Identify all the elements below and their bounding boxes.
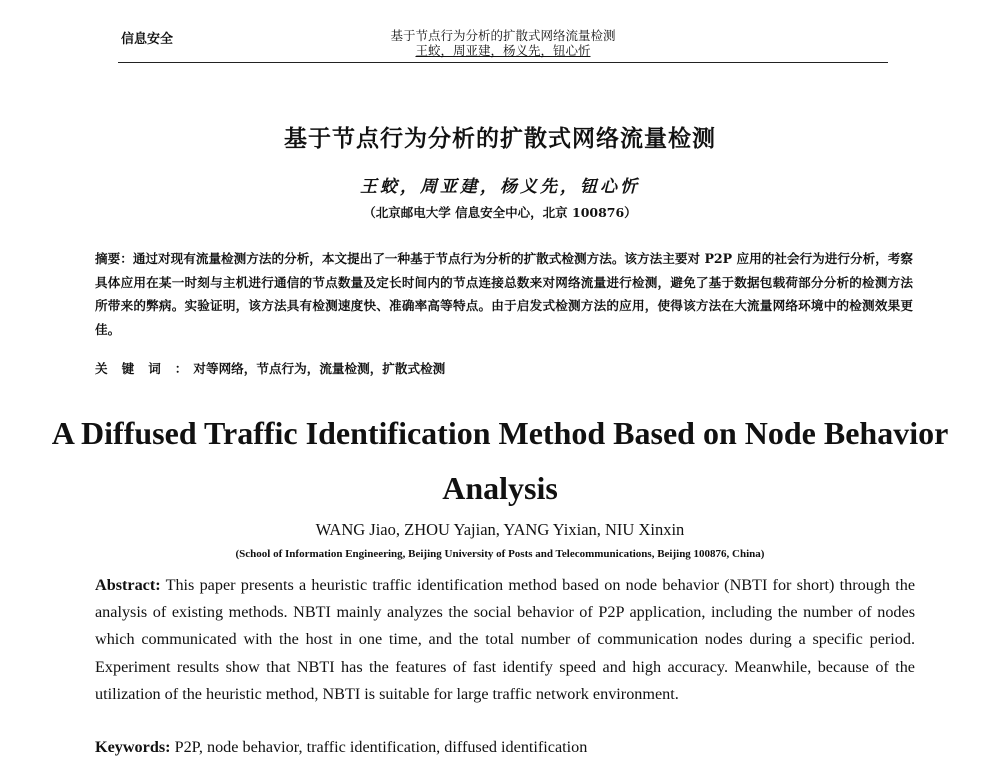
authors-cn: 王蛟，周亚建，杨义先，钮心忻 (360, 177, 640, 197)
keywords-cn (95, 358, 913, 377)
keywords-en (95, 738, 915, 757)
abstract-cn (95, 247, 913, 341)
header-running-title-block (118, 28, 888, 58)
keywords-en-text: P2P, node behavior, traffic identification, diffused identification (170, 738, 588, 756)
header-running-title: 基于节点行为分析的扩散式网络流量检测 (390, 28, 616, 43)
keywords-en-label: Keywords: (95, 738, 171, 756)
abstract-cn-text: 通过对现有流量检测方法的分析，本文提出了一种基于节点行为分析的扩散式检测方法。该方法主要对 P2P 应用的社会行为进行分析，考察具体应用在某一时刻与主机进行通信的节点数量及定长时间内的节点连接总数来对网络流量进行检测，避免了基于数据包载荷部分分析的检测方法所带来的弊病。实验证明，该方法具有检测速度快、准确率高等特点。由于启发式检测方法的应用，使得该方法在大流量网络环境中的检测效果更佳。 (95, 251, 914, 337)
keywords-cn-text: 对等网络，节点行为，流量检测，扩散式检测 (193, 361, 446, 376)
abstract-en (95, 572, 915, 708)
keywords-cn-label: 关键词： (95, 361, 202, 376)
abstract-en-text: This paper presents a heuristic traffic identification method based on node behavior (NBTI for short) through the analysis of existing methods. NBTI mainly analyzes the social behavior of P2P application, including the number of nodes which communicated with the host in one time, and the total number of communication nodes during a specific period. Experiment results show that NBTI has the features of fast identify speed and high accuracy. Meanwhile, because of the utilization of the heuristic method, NBTI is suitable for large traffic network environment. (95, 576, 915, 703)
paper-title-cn: 基于节点行为分析的扩散式网络流量检测 (284, 126, 716, 152)
authors-en: WANG Jiao, ZHOU Yajian, YANG Yixian, NIU Xinxin (315, 520, 685, 539)
running-header (118, 28, 888, 63)
affiliation-en: (School of Information Engineering, Beijing University of Posts and Telecommunications, Beijing 100876, China) (235, 548, 765, 560)
paper-title-en: A Diffused Traffic Identification Method Based on Node Behavior Analysis (51, 415, 949, 506)
header-running-authors: 王蛟，周亚建，杨义先，钮心忻 (415, 43, 591, 58)
abstract-en-label: Abstract: (95, 576, 161, 594)
abstract-cn-label: 摘要： (95, 251, 133, 266)
header-section: 信息安全 (121, 32, 174, 47)
affiliation-cn: （北京邮电大学 信息安全中心，北京 100876） (363, 205, 637, 220)
